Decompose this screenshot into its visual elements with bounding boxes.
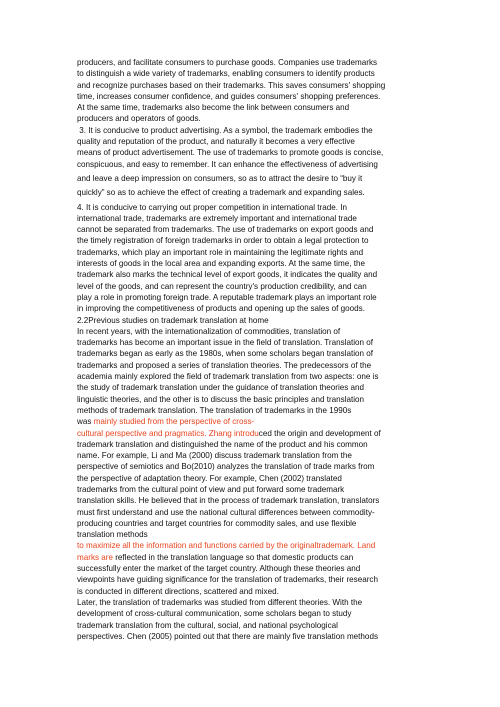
plain-text: was: [77, 417, 94, 427]
text-line: in improving the competitiveness of products and opening up the sales of goods.: [77, 304, 365, 314]
text-line: producing countries and target countries for commodity sales, and use flexible: [77, 518, 357, 528]
text-line: conspicuous, and easy to remember. It can enhance the effectiveness of advertising: [77, 159, 378, 169]
text-line-mixed: [77, 416, 429, 427]
text-line: means of product advertisement. The use of trademarks to promote goods is concise,: [77, 148, 384, 158]
text-line: development of cross-cultural communication, some scholars began to study: [77, 609, 352, 619]
plain-text: ced the origin and development of: [258, 428, 381, 438]
paragraph-competition: [77, 202, 429, 315]
text-line: must first understand and use the national cultural differences between commodity-: [77, 507, 375, 517]
text-line: trademarks began as early as the 1980s, when some scholars began translation of: [77, 349, 374, 359]
text-line: trademarks from the cultural point of view and put forward some trademark: [77, 484, 345, 494]
text-line: and leave a deep impression on consumers, so as to attract the desire to “buy it: [77, 173, 363, 183]
text-line: level of the goods, and can represent the country's production credibility, and can: [77, 281, 367, 291]
text-line: perspective of semiotics and Bo(2010) analyzes the translation of trade marks from: [77, 462, 375, 472]
text-line: viewpoints have guiding significance for the translation of trademarks, their research: [77, 575, 378, 585]
text-line: translation skills. He believed that in the process of trademark translation, translators: [77, 496, 380, 506]
text-line: international trade, trademarks are extremely important and international trade: [77, 213, 357, 223]
text-line: In recent years, with the internationalization of commodities, translation of: [77, 326, 341, 336]
text-line: quality and reputation of the product, and naturally it becomes a very effective: [77, 137, 355, 147]
highlighted-text-line: to maximize all the information and functions carried by the originaltrademark. Land: [77, 541, 376, 551]
text-line: name. For example, Li and Ma (2000) discuss trademark translation from the: [77, 451, 352, 461]
text-line: play a role in promoting foreign trade. A reputable trademark plays an important role: [77, 292, 377, 302]
text-line: Later, the translation of trademarks was studied from different theories. With the: [77, 597, 363, 607]
text-line: interests of goods in the local area and expanding exports. At the same time, the: [77, 259, 365, 269]
text-line: producers and operators of goods.: [77, 114, 201, 124]
text-line: 4. It is conducive to carrying out proper competition in international trade. In: [77, 202, 347, 212]
text-line: translation methods: [77, 530, 148, 540]
text-line: trademarks, which play an important role in maintaining the legitimate rights and: [77, 247, 364, 257]
text-line: trademark also marks the technical level of export goods, it indicates the quality and: [77, 270, 378, 280]
document-body: [77, 57, 429, 642]
text-line: the timely registration of foreign trademarks in order to obtain a legal protection to: [77, 236, 369, 246]
text-line: to distinguish a wide variety of trademarks, enabling consumers to identify products: [77, 69, 375, 79]
text-line: successfully enter the market of the target country. Although these theories and: [77, 564, 361, 574]
text-line: the study of trademark translation under the guidance of translation theories and: [77, 383, 365, 393]
plain-text: reflected in the translation language so that domestic products can: [112, 552, 354, 562]
text-line: and recognize purchases based on their trademarks. This saves consumers' shopping: [77, 80, 386, 90]
highlighted-text: mainly studied from the perspective of cross-: [93, 417, 255, 427]
text-line: methods of trademark translation. The translation of trademarks in the 1990s: [77, 405, 352, 415]
text-line: trademark translation from the cultural, social, and national psychological: [77, 620, 338, 630]
highlighted-text: marks are: [77, 552, 113, 562]
text-line: time, increases consumer confidence, and guides consumers' shopping preferences.: [77, 91, 381, 101]
section-heading-text: 2.2Previous studies on trademark translation at home: [77, 315, 269, 325]
text-line: academia mainly explored the field of trademark translation from two aspects: one is: [77, 372, 379, 382]
paragraph-consumers: [77, 57, 429, 125]
highlighted-text: cultural perspective and pragmatics. Zhang introdu: [77, 428, 259, 438]
text-line: trademarks has become an important issue in the field of translation. Translation of: [77, 338, 374, 348]
paragraph-maximize-information: [77, 540, 429, 596]
paragraph-previous-studies: [77, 326, 429, 541]
text-line: producers, and facilitate consumers to purchase goods. Companies use trademarks: [77, 58, 378, 67]
paragraph-later-studies: [77, 597, 429, 642]
text-line-mixed: [77, 552, 429, 563]
text-line: the perspective of adaptation theory. For example, Chen (2002) translated: [77, 473, 342, 483]
text-line: trademarks and proposed a series of translation theories. The predecessors of the: [77, 360, 372, 370]
text-line: 3. It is conducive to product advertising. As a symbol, the trademark embodies the: [77, 125, 373, 135]
text-line: linguistic theories, and the other is to discuss the basic principles and translation: [77, 394, 365, 404]
text-line: is conducted in different directions, scattered and mixed.: [77, 586, 279, 596]
text-line: At the same time, trademarks also become the link between consumers and: [77, 103, 350, 113]
text-line: perspectives. Chen (2005) pointed out that there are mainly five translation methods: [77, 631, 378, 641]
paragraph-advertising: [77, 125, 429, 199]
text-line-mixed: [77, 428, 429, 439]
section-heading: [77, 315, 429, 326]
text-line: trademark translation and distinguished the name of the product and his common: [77, 439, 368, 449]
text-line: cannot be separated from trademarks. The use of trademarks on export goods and: [77, 225, 374, 235]
text-line: quickly” so as to achieve the effect of creating a trademark and expanding sales.: [77, 188, 365, 198]
